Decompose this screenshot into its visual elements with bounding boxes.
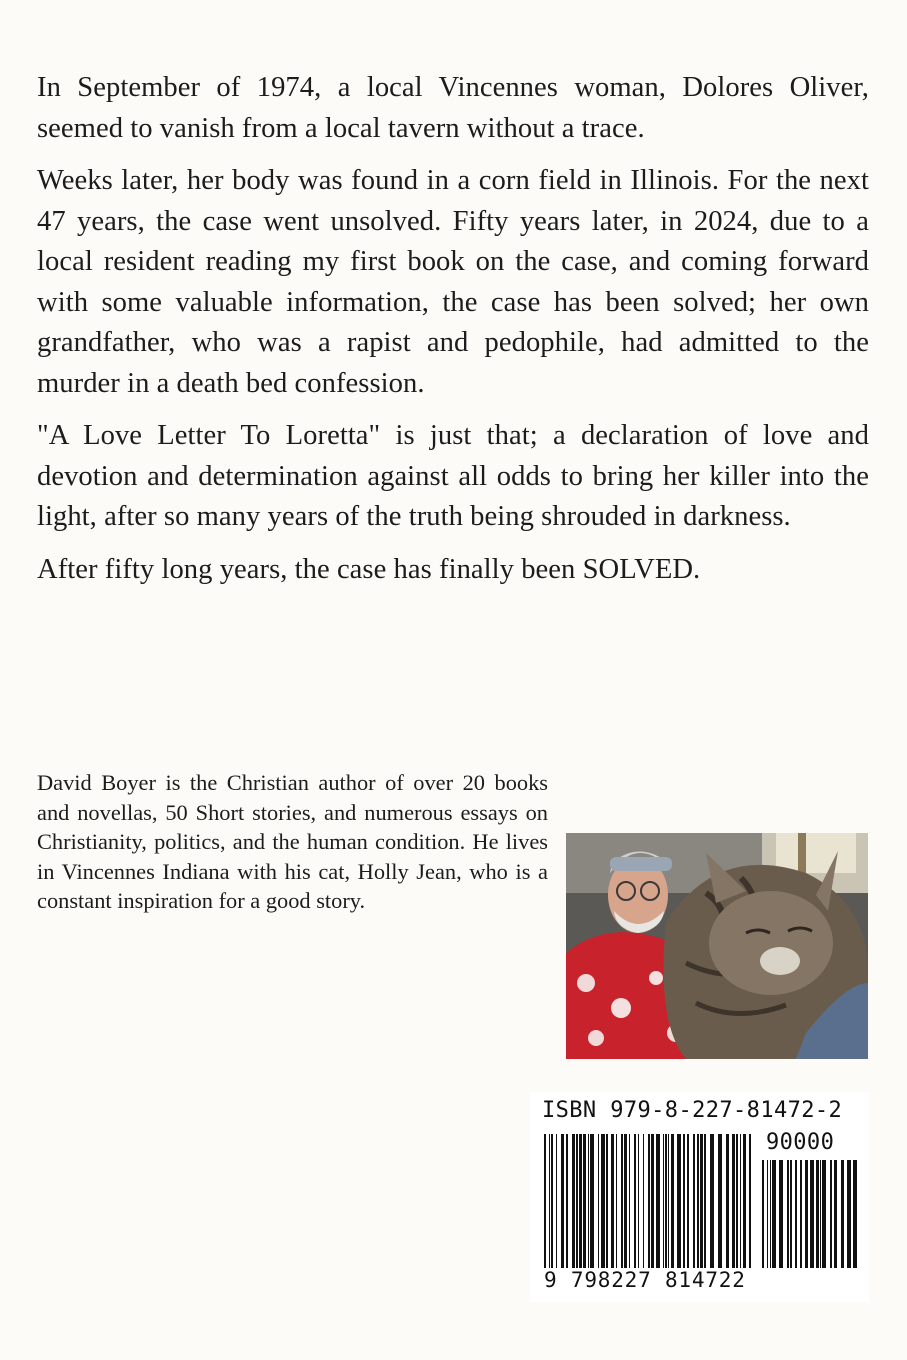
barcode-bar [805,1160,808,1268]
barcode-bar [572,1134,575,1268]
barcode-bar [556,1134,557,1268]
barcode-bar [749,1134,751,1268]
barcode-bar [834,1160,837,1268]
barcode-bar [638,1134,639,1268]
barcode-bar [561,1134,564,1268]
barcode-bar [663,1134,664,1268]
barcode-bar [693,1134,695,1268]
barcode-bar [732,1134,735,1268]
barcode-bar [770,1160,771,1268]
barcode-bar [629,1134,630,1268]
barcode-bar [830,1160,832,1268]
barcode-bar [853,1160,857,1268]
barcode-bar [740,1134,741,1268]
barcode-bar [611,1134,614,1268]
barcode-bar [616,1134,617,1268]
barcode-bar [762,1160,764,1268]
author-bio: David Boyer is the Christian author of over 20 books and novellas, 50 Short stories, and numerous essays on Christianity, politics, and the human condition. He lives in Vincennes Indiana with his cat, Holly Jean, who is a constant inspiration for a good story. [37,770,548,913]
barcode-digits: 9 798227 814722 [544,1268,746,1292]
barcode-bar [795,1160,797,1268]
barcode-bar [704,1134,706,1268]
author-photo [566,833,868,1059]
barcode-bar [841,1160,844,1268]
barcode-bar [643,1134,644,1268]
barcode-bar [656,1134,660,1268]
barcode-bar [790,1160,792,1268]
barcode-bar [800,1160,802,1268]
barcode-bar [651,1134,654,1268]
barcode-bar [601,1134,605,1268]
barcode-bar [820,1160,821,1268]
barcode-bar [566,1134,568,1268]
barcode-bar [697,1134,699,1268]
blurb-paragraph-1: In September of 1974, a local Vincennes woman, Dolores Oliver, seemed to vanish from a local tavern without a trace. [37,72,869,144]
barcode-bar [576,1134,578,1268]
barcode-bar [590,1134,594,1268]
barcode-bar [677,1134,681,1268]
barcode-bar [598,1134,599,1268]
barcode-bar [810,1160,814,1268]
barcode-bar [668,1134,669,1268]
barcode-bar [648,1134,650,1268]
barcode-bar [687,1134,689,1268]
barcode-bar [772,1160,776,1268]
barcode-bar [726,1134,729,1268]
barcode-bar [588,1134,589,1268]
barcode-bar [743,1134,746,1268]
barcode-bar [847,1160,851,1268]
barcode-bar [816,1160,819,1268]
barcode-bar [736,1134,738,1268]
blurb-paragraph-2: Weeks later, her body was found in a corn field in Illinois. For the next 47 years, the case went unsolved. Fifty years later, in 2024, due to a local resident reading my first book on the case, and coming forward with some valuable information, the case has been solved; her own grandfather, who was a rapist and pedophile, had admitted to the murder in a death bed confession. [37,165,869,399]
barcode-bar [634,1134,636,1268]
barcode-bar [551,1134,553,1268]
barcode-bar [787,1160,789,1268]
barcode-bar [606,1134,608,1268]
barcode-bar [700,1134,703,1268]
barcode-addon-bars [762,1160,857,1268]
barcode-bar [710,1134,714,1268]
barcode-bar [718,1134,722,1268]
barcode-bar [624,1134,627,1268]
blurb-paragraph-4: After fifty long years, the case has finally been SOLVED. [37,553,701,585]
back-cover-blurb [37,68,869,602]
barcode-bar [683,1134,685,1268]
barcode-bar [779,1160,783,1268]
barcode-bar [583,1134,586,1268]
barcode-bars [544,1134,754,1268]
barcode-bar [544,1134,546,1268]
barcode-bar [549,1134,550,1268]
price-code: 90000 [766,1130,835,1155]
barcode-bar [767,1160,768,1268]
isbn-label: ISBN 979-8-227-81472-2 [542,1098,843,1123]
isbn-barcode [530,1092,869,1302]
barcode-bar [621,1134,623,1268]
barcode-bar [579,1134,582,1268]
barcode-bar [665,1134,667,1268]
blurb-paragraph-3: "A Love Letter To Loretta" is just that; a declaration of love and devotion and determination against all odds to bring her killer into the light, after so many years of the truth being shrouded in darkness. [37,420,869,532]
barcode-bar [671,1134,674,1268]
barcode-bar [822,1160,826,1268]
